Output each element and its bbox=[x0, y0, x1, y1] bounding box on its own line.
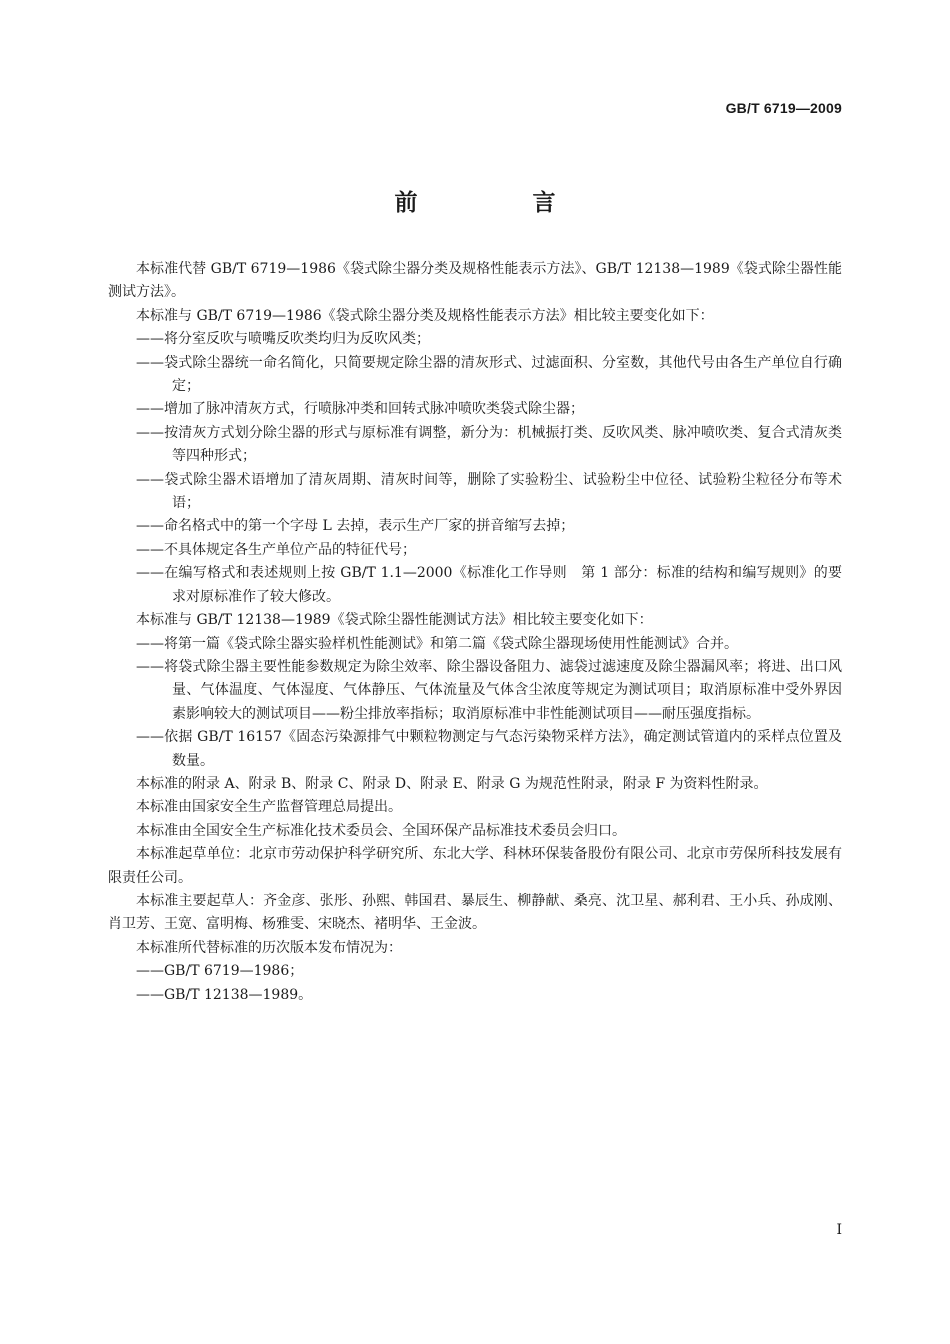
standard-code: GB/T 6719—2009 bbox=[725, 100, 842, 116]
paragraph: 本标准代替 GB/T 6719—1986《袋式除尘器分类及规格性能表示方法》、GB/T 12138—1989《袋式除尘器性能测试方法》。 bbox=[108, 261, 842, 301]
list-item: ——按清灰方式划分除尘器的形式与原标准有调整，新分为：机械振打类、反吹风类、脉冲喷吹类、复合式清灰类等四种形式； bbox=[136, 424, 842, 465]
list-item: ——将袋式除尘器主要性能参数规定为除尘效率、除尘器设备阻力、滤袋过滤速度及除尘器漏风率；将进、出口风量、气体温度、气体湿度、气体静压、气体流量及气体含尘浓度等规定为测试项目；取消原标准中受外界因素影响较大的测试项目——粉尘排放率指标；取消原标准中非性能测试项目——耐压强度指标。 bbox=[136, 658, 842, 722]
paragraph: 本标准由国家安全生产监督管理总局提出。 bbox=[136, 799, 402, 816]
list-item: ——不具体规定各生产单位产品的特征代号； bbox=[136, 541, 416, 558]
page-title: 前 言 bbox=[394, 190, 602, 216]
page-number: I bbox=[836, 1222, 842, 1238]
paragraph: 本标准起草单位：北京市劳动保护科学研究所、东北大学、科林环保装备股份有限公司、北京市劳保所科技发展有限责任公司。 bbox=[108, 846, 842, 886]
list-item: ——将第一篇《袋式除尘器实验样机性能测试》和第二篇《袋式除尘器现场使用性能测试》合并。 bbox=[136, 635, 738, 652]
foreword-body bbox=[108, 258, 842, 1007]
paragraph: 本标准与 GB/T 6719—1986《袋式除尘器分类及规格性能表示方法》相比较主要变化如下： bbox=[136, 307, 714, 324]
list-item: ——在编写格式和表述规则上按 GB/T 1.1—2000《标准化工作导则 第 1 部分：标准的结构和编写规则》的要求对原标准作了较大修改。 bbox=[136, 565, 842, 605]
paragraph: 本标准所代替标准的历次版本发布情况为： bbox=[136, 939, 402, 956]
list-item: ——将分室反吹与喷嘴反吹类均归为反吹风类； bbox=[136, 331, 430, 348]
list-item: ——GB/T 6719—1986； bbox=[136, 963, 304, 980]
list-item: ——袋式除尘器统一命名简化，只简要规定除尘器的清灰形式、过滤面积、分室数，其他代号由各生产单位自行确定； bbox=[136, 354, 842, 395]
list-item: ——命名格式中的第一个字母 L 去掉，表示生产厂家的拼音缩写去掉； bbox=[136, 518, 575, 535]
paragraph: 本标准主要起草人：齐金彦、张彤、孙熙、韩国君、暴辰生、柳静献、桑亮、沈卫星、郝利君、王小兵、孙成刚、肖卫芳、王宽、富明梅、杨雅雯、宋晓杰、褚明华、王金波。 bbox=[108, 892, 842, 933]
paragraph: 本标准由全国安全生产标准化技术委员会、全国环保产品标准技术委员会归口。 bbox=[136, 822, 626, 839]
list-item: ——袋式除尘器术语增加了清灰周期、清灰时间等，删除了实验粉尘、试验粉尘中位径、试验粉尘粒径分布等术语； bbox=[136, 471, 842, 512]
paragraph: 本标准的附录 A、附录 B、附录 C、附录 D、附录 E、附录 G 为规范性附录，附录 F 为资料性附录。 bbox=[136, 775, 768, 792]
list-item: ——依据 GB/T 16157《固态污染源排气中颗粒物测定与气态污染物采样方法》，确定测试管道内的采样点位置及数量。 bbox=[136, 729, 842, 769]
list-item: ——GB/T 12138—1989。 bbox=[136, 986, 313, 1003]
paragraph: 本标准与 GB/T 12138—1989《袋式除尘器性能测试方法》相比较主要变化如下： bbox=[136, 612, 653, 629]
list-item: ——增加了脉冲清灰方式，行喷脉冲类和回转式脉冲喷吹类袋式除尘器； bbox=[136, 401, 584, 418]
